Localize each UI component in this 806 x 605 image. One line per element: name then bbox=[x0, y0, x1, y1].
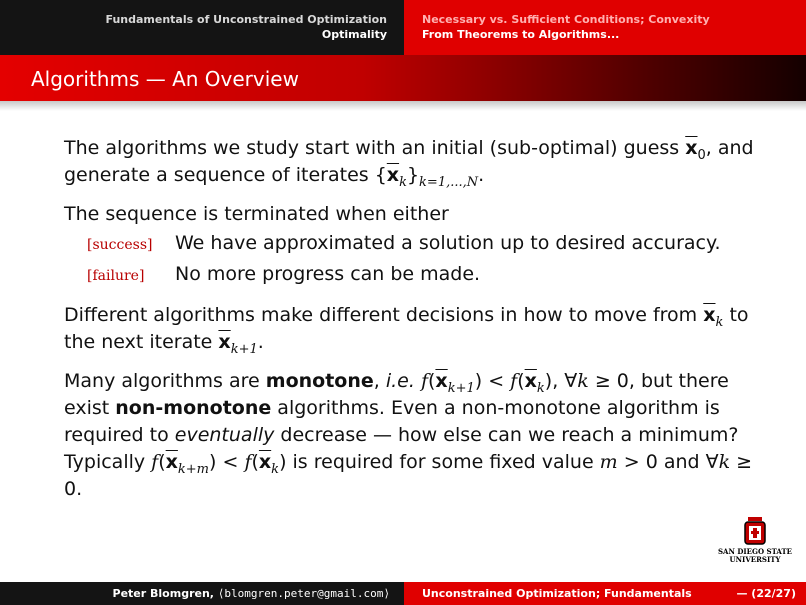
math-x: $\overline{x}$ bbox=[258, 451, 272, 473]
math-x: $\overline{x}$ bbox=[435, 370, 448, 392]
footer-course bbox=[404, 582, 806, 605]
nav-section-fundamentals[interactable]: Fundamentals of Unconstrained Optimization bbox=[105, 13, 387, 26]
math-sub: k bbox=[715, 314, 724, 330]
text: . bbox=[257, 331, 264, 353]
math-k: k bbox=[577, 370, 589, 392]
math-sub: k+1 bbox=[230, 341, 258, 357]
math-x: $\overline{x}$ bbox=[218, 331, 231, 353]
logo-line: UNIVERSITY bbox=[729, 555, 781, 564]
paragraph-decisions bbox=[64, 302, 754, 356]
bold-term: monotone bbox=[265, 370, 374, 392]
page-number: — (22/27) bbox=[736, 587, 796, 600]
description-text: No more progress can be made. bbox=[175, 263, 481, 285]
navigation-bar bbox=[0, 0, 806, 55]
footer-author bbox=[0, 582, 404, 605]
text: . bbox=[478, 164, 485, 186]
math-op: < bbox=[216, 451, 245, 473]
nav-subsection-conditions[interactable]: Necessary vs. Sufficient Conditions; Convexity bbox=[422, 13, 710, 26]
text: is required for some fixed value bbox=[286, 451, 600, 473]
text: } bbox=[406, 164, 420, 186]
math-sub: 0 bbox=[697, 147, 706, 163]
text: Many algorithms are bbox=[64, 370, 266, 392]
math-sub: k bbox=[536, 380, 545, 396]
author-email: ⟨blomgren.peter@gmail.com⟩ bbox=[217, 587, 390, 600]
text: ≥ 0, but there exist bbox=[64, 370, 729, 419]
paragraph-initial-guess bbox=[64, 135, 754, 189]
text: decrease — how else can we reach a minimum? Typically bbox=[64, 424, 739, 473]
math-m: m bbox=[599, 451, 618, 473]
math-f: f bbox=[151, 451, 159, 473]
paragraph-monotone: Many algorithms are monotone, i.e. $f(\overline{x}_{k+1}) < f(\overline{x}_k)$, ∀k ≥ 0, but there exist non-monotone algorithms. Even a non-monotone algorithm is required to eventually decrease — how else can we reach a minimum? Typically $f(\overline{x}_{k+m}) < f(\overline{x}_k)$ is required for some fixed value m > 0 and ∀k ≥ 0. bbox=[64, 370, 753, 500]
text: ≥ 0. bbox=[64, 451, 753, 500]
math-x: $\overline{x}$ bbox=[703, 304, 716, 326]
text: The algorithms we study start with an initial (sub-optimal) guess bbox=[64, 137, 680, 159]
course-title: Unconstrained Optimization; Fundamentals bbox=[422, 587, 692, 600]
footer-bar bbox=[0, 582, 806, 605]
text: The sequence is terminated when either bbox=[64, 203, 449, 225]
text: , bbox=[373, 370, 386, 392]
math-f: f bbox=[244, 451, 252, 473]
italic-term: eventually bbox=[174, 424, 275, 446]
slide-content bbox=[64, 135, 754, 515]
frame-title-bar bbox=[0, 55, 806, 101]
text: > 0 and ∀ bbox=[617, 451, 719, 473]
description-item-failure bbox=[87, 261, 754, 290]
description-text: We have approximated a solution up to desired accuracy. bbox=[175, 232, 721, 254]
text: algorithms. Even a non-monotone algorithm is required to bbox=[64, 397, 720, 446]
math-sub: k=1,...,N bbox=[419, 174, 479, 190]
math-k: k bbox=[718, 451, 731, 473]
description-tag: [failure] bbox=[87, 268, 145, 284]
math-x: $\overline{x}$ bbox=[524, 370, 537, 392]
nav-section-optimality[interactable]: Optimality bbox=[321, 28, 387, 41]
logo-line: SAN DIEGO STATE bbox=[718, 547, 792, 556]
math-op: < bbox=[482, 370, 511, 392]
author-name: Peter Blomgren, bbox=[112, 587, 218, 600]
math-sub: k+1 bbox=[447, 380, 475, 396]
math-sub: k+m bbox=[177, 461, 210, 477]
sdsu-logo-text bbox=[718, 548, 792, 564]
math-sub: k bbox=[399, 174, 407, 190]
title-shadow bbox=[0, 101, 806, 111]
nav-right-sections bbox=[404, 0, 806, 55]
text: to the next iterate bbox=[64, 304, 749, 353]
text: , and generate a sequence of iterates { bbox=[64, 137, 754, 186]
math-f: f bbox=[510, 370, 518, 392]
nav-left-sections bbox=[0, 0, 404, 55]
math-sub: k bbox=[271, 461, 280, 477]
nav-subsection-algorithms[interactable]: From Theorems to Algorithms... bbox=[422, 28, 620, 41]
description-tag: [success] bbox=[87, 237, 153, 253]
paragraph-termination bbox=[64, 201, 754, 290]
bold-term: non-monotone bbox=[115, 397, 272, 419]
math-f: f bbox=[420, 370, 428, 392]
text: i.e. bbox=[385, 370, 415, 392]
math-x: $\overline{x}$ bbox=[685, 137, 698, 159]
frame-title: Algorithms — An Overview bbox=[31, 67, 299, 91]
text: , ∀ bbox=[552, 370, 578, 392]
math-x: $\overline{x}$ bbox=[165, 451, 178, 473]
description-item-success bbox=[87, 230, 754, 259]
text: Different algorithms make different decisions in how to move from bbox=[64, 304, 698, 326]
math-x: $\overline{x}$ bbox=[386, 164, 400, 186]
